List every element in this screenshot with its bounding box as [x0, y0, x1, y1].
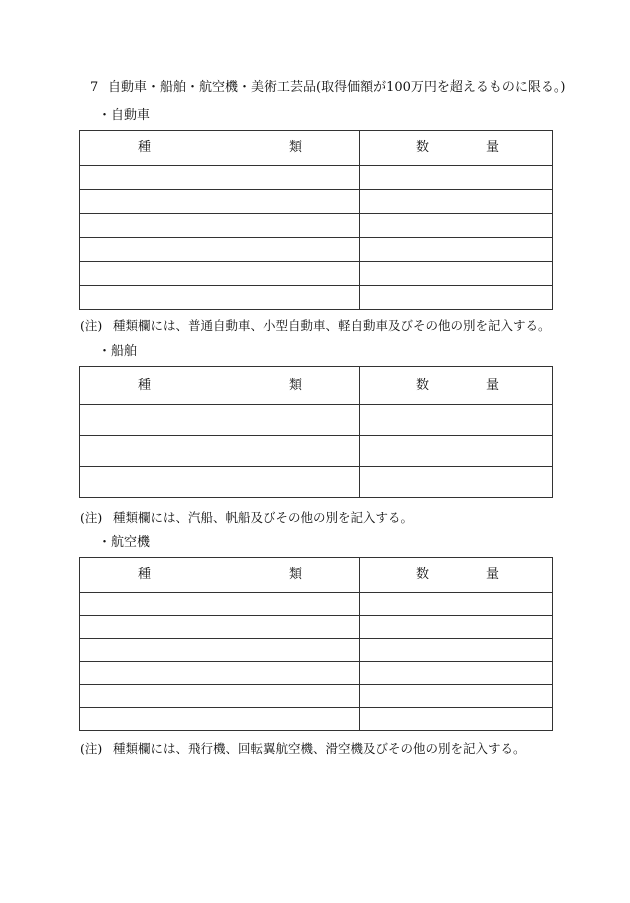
qty-cell[interactable]	[360, 708, 553, 731]
table-row	[80, 685, 553, 708]
qty-cell[interactable]	[360, 593, 553, 616]
qty-cell[interactable]	[360, 685, 553, 708]
automobile-table	[79, 130, 553, 310]
type-cell[interactable]	[80, 467, 360, 498]
aircraft-note-text: 種類欄には、飛行機、回転翼航空機、滑空機及びその他の別を記入する。	[113, 741, 526, 756]
qty-cell[interactable]	[360, 405, 553, 436]
type-cell[interactable]	[80, 190, 360, 214]
type-header-left: 種	[138, 377, 152, 393]
aircraft-label: ・航空機	[98, 535, 151, 550]
type-cell[interactable]	[80, 214, 360, 238]
type-cell[interactable]	[80, 593, 360, 616]
ship-note-text: 種類欄には、汽船、帆船及びその他の別を記入する。	[113, 510, 414, 525]
aircraft-note	[80, 741, 526, 757]
qty-cell[interactable]	[360, 166, 553, 190]
table-row	[80, 593, 553, 616]
note-tag: (注)	[80, 510, 103, 525]
qty-cell[interactable]	[360, 436, 553, 467]
type-header-right: 類	[289, 567, 303, 582]
qty-cell[interactable]	[360, 286, 553, 310]
ship-table	[79, 366, 553, 498]
table-row	[80, 286, 553, 310]
type-cell[interactable]	[80, 616, 360, 639]
qty-cell[interactable]	[360, 639, 553, 662]
qty-cell[interactable]	[360, 467, 553, 498]
automobile-note-text: 種類欄には、普通自動車、小型自動車、軽自動車及びその他の別を記入する。	[113, 318, 551, 333]
table-header-row	[80, 367, 553, 405]
automobile-label: ・自動車	[98, 108, 151, 123]
aircraft-table	[79, 557, 553, 731]
ship-note	[80, 510, 413, 526]
table-header-row	[80, 558, 553, 593]
note-tag: (注)	[80, 318, 103, 333]
table-header-row	[80, 131, 553, 166]
qty-header-cell	[360, 367, 553, 405]
type-header-right: 類	[289, 140, 303, 155]
qty-header-cell	[360, 558, 553, 593]
table-row	[80, 238, 553, 262]
qty-cell[interactable]	[360, 262, 553, 286]
type-header-left: 種	[138, 140, 152, 155]
section-number: 7	[90, 80, 99, 95]
type-cell[interactable]	[80, 405, 360, 436]
type-cell[interactable]	[80, 639, 360, 662]
qty-header-left: 数	[416, 140, 430, 155]
qty-cell[interactable]	[360, 238, 553, 262]
table-row	[80, 190, 553, 214]
type-cell[interactable]	[80, 662, 360, 685]
table-row	[80, 436, 553, 467]
table-row	[80, 616, 553, 639]
type-header-cell	[80, 131, 360, 166]
qty-header-right: 量	[486, 567, 500, 582]
type-header-left: 種	[138, 567, 152, 582]
table-row	[80, 262, 553, 286]
qty-cell[interactable]	[360, 662, 553, 685]
type-cell[interactable]	[80, 166, 360, 190]
qty-cell[interactable]	[360, 214, 553, 238]
note-tag: (注)	[80, 741, 103, 756]
type-cell[interactable]	[80, 262, 360, 286]
table-row	[80, 405, 553, 436]
qty-header-left: 数	[416, 567, 430, 582]
section-title: 自動車・船舶・航空機・美術工芸品(取得価額が100万円を超えるものに限る。)	[108, 80, 566, 95]
type-cell[interactable]	[80, 436, 360, 467]
table-row	[80, 166, 553, 190]
qty-header-cell	[360, 131, 553, 166]
automobile-note	[80, 318, 551, 334]
table-row	[80, 639, 553, 662]
type-header-right: 類	[289, 377, 303, 393]
type-header-cell	[80, 367, 360, 405]
qty-cell[interactable]	[360, 190, 553, 214]
qty-cell[interactable]	[360, 616, 553, 639]
type-cell[interactable]	[80, 286, 360, 310]
type-cell[interactable]	[80, 238, 360, 262]
ship-label: ・船舶	[98, 344, 138, 359]
table-row	[80, 214, 553, 238]
section-heading	[90, 80, 565, 96]
table-row	[80, 467, 553, 498]
qty-header-right: 量	[486, 140, 500, 155]
type-header-cell	[80, 558, 360, 593]
qty-header-left: 数	[416, 377, 430, 393]
qty-header-right: 量	[486, 377, 500, 393]
table-row	[80, 662, 553, 685]
type-cell[interactable]	[80, 685, 360, 708]
table-row	[80, 708, 553, 731]
type-cell[interactable]	[80, 708, 360, 731]
